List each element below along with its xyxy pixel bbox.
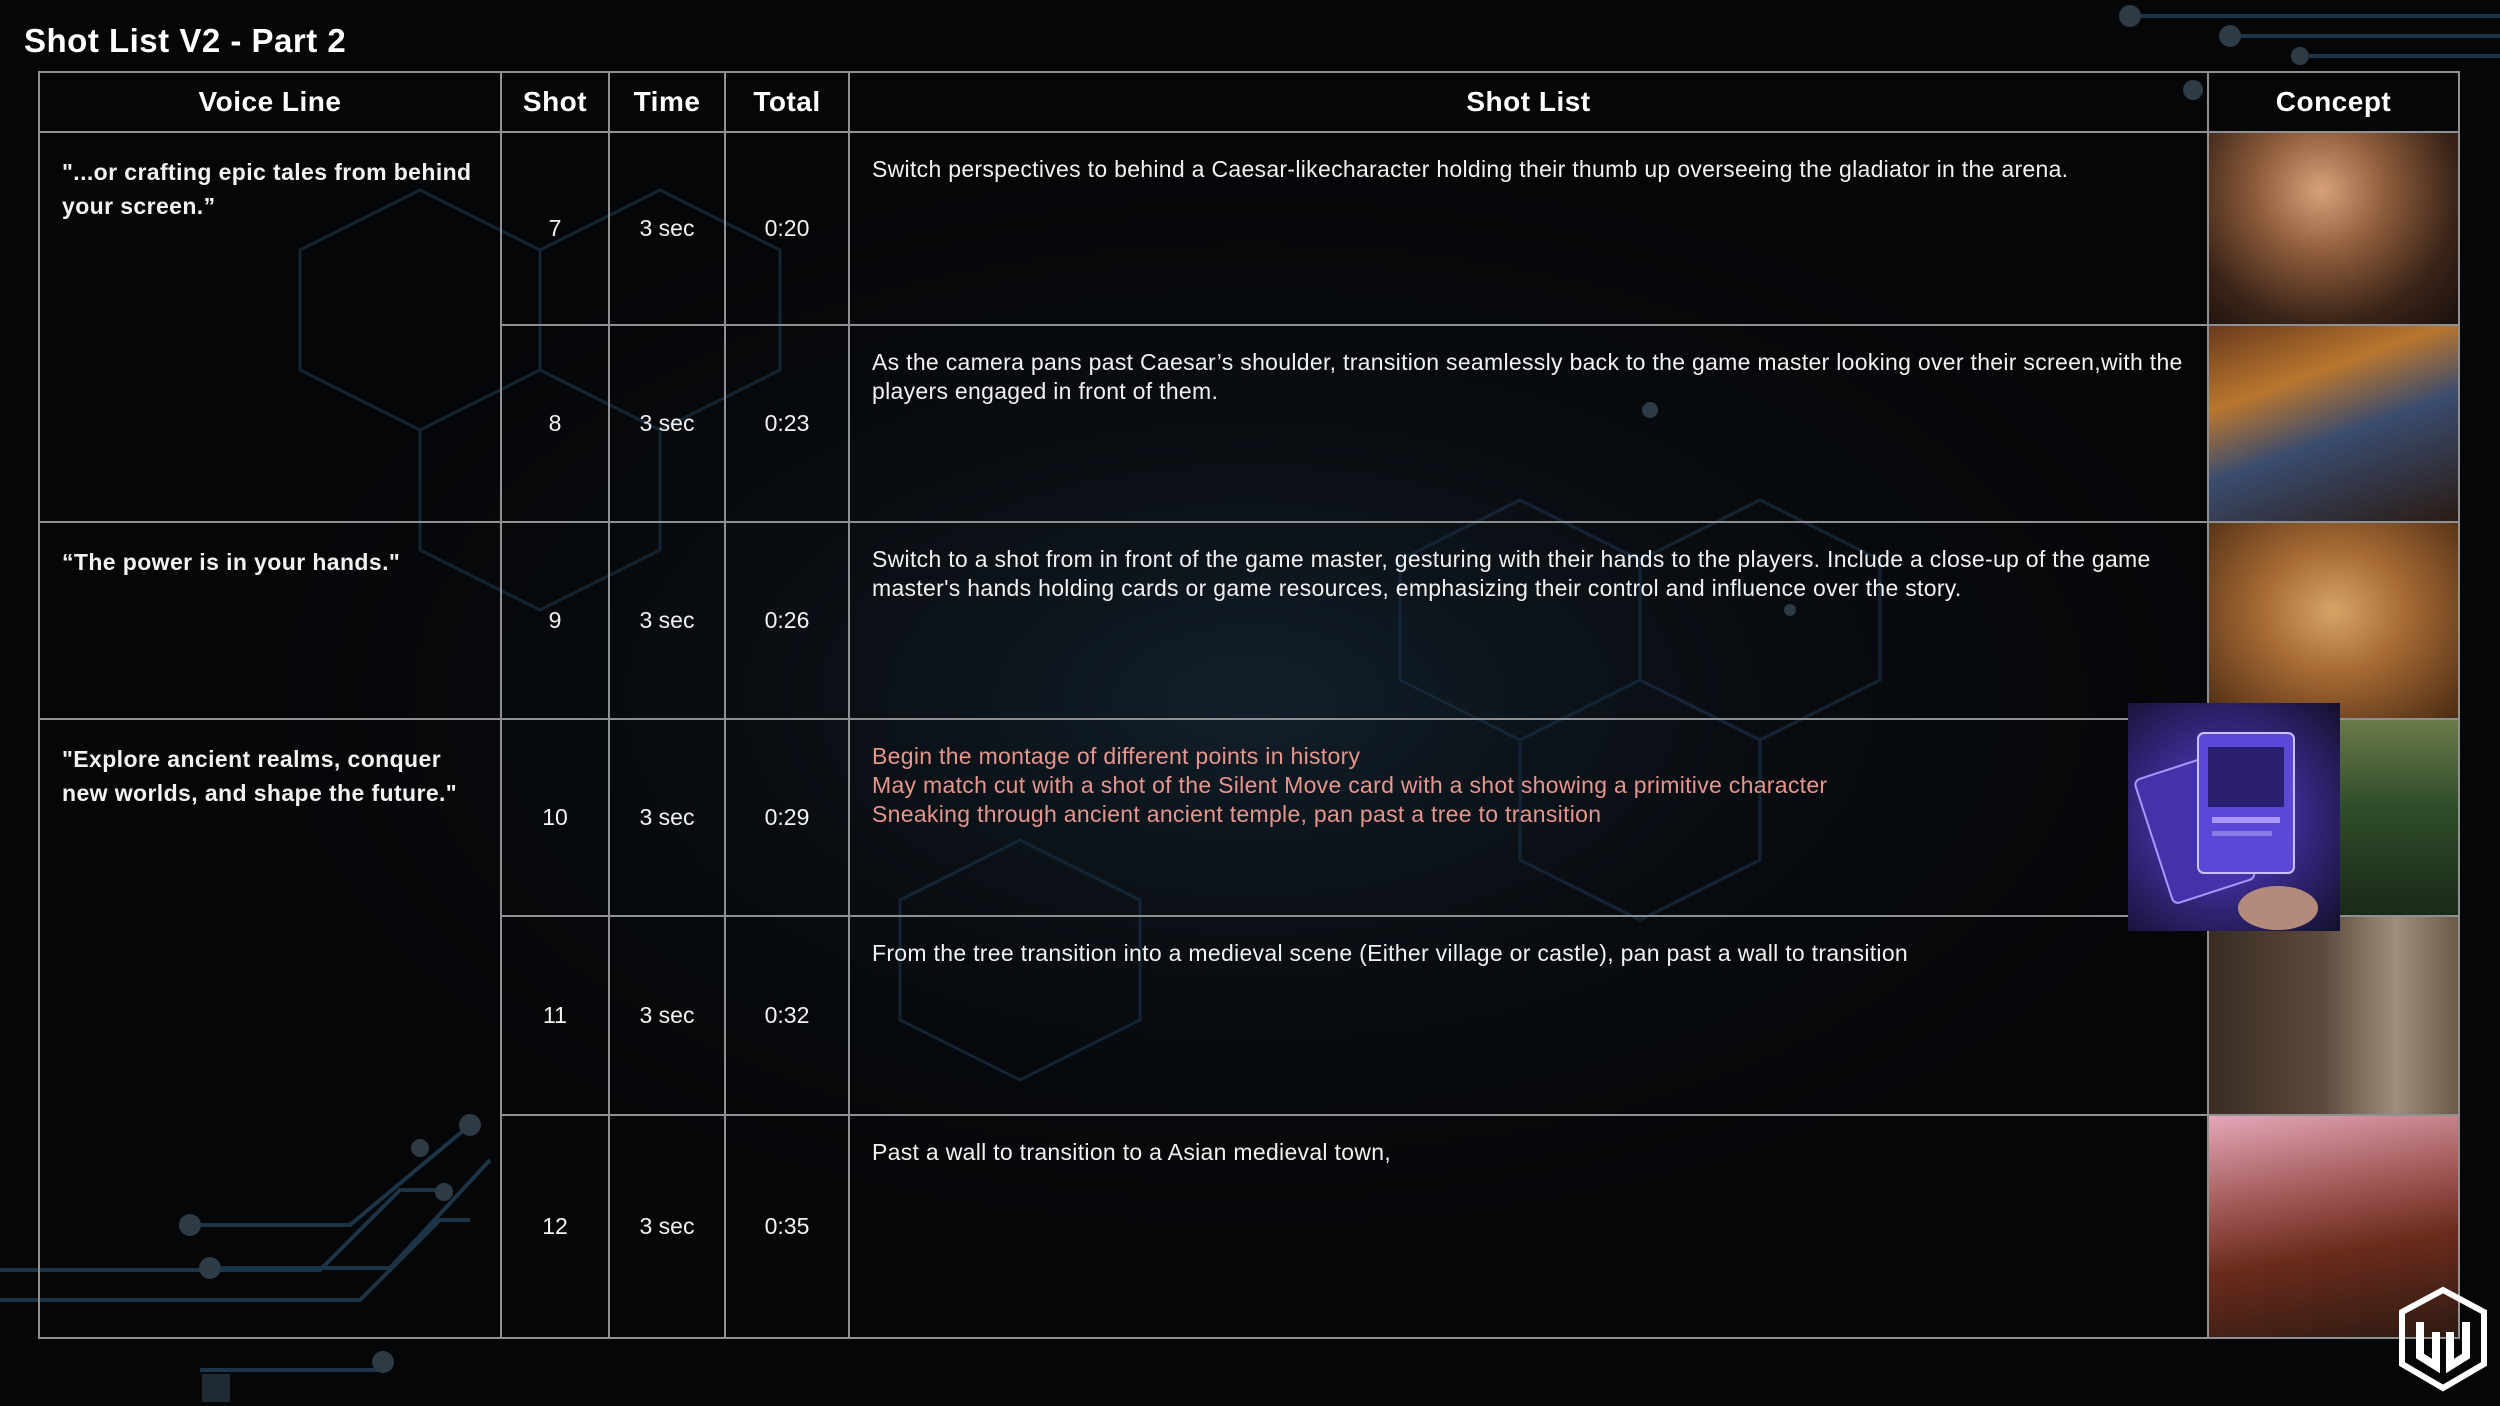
brand-shield-logo-icon [2396,1286,2490,1392]
concept-image-hand-cards [2209,523,2458,718]
header-concept: Concept [2208,72,2459,132]
table-row [39,719,2459,916]
shot-total: 0:29 [725,719,849,916]
header-voice-line: Voice Line [39,72,501,132]
description-line: May match cut with a shot of the Silent Move card with a shot showing a primitive character [872,772,1828,799]
voice-line-cell: “The power is in your hands." [39,522,501,719]
shot-total: 0:23 [725,325,849,522]
shot-time: 3 sec [609,916,725,1115]
header-time: Time [609,72,725,132]
description-line: Begin the montage of different points in history [872,743,1361,770]
shot-total: 0:35 [725,1115,849,1338]
shot-time: 3 sec [609,522,725,719]
concept-cell [2208,132,2459,325]
page-title: Shot List V2 - Part 2 [24,22,347,59]
shot-time: 3 sec [609,132,725,325]
shot-number: 11 [501,916,609,1115]
shot-time: 3 sec [609,719,725,916]
shot-description [849,719,2208,916]
shot-number: 9 [501,522,609,719]
shot-number: 7 [501,132,609,325]
header-shot-list: Shot List [849,72,2208,132]
description-line: Sneaking through ancient ancient temple, pan past a tree to transition [872,801,1602,828]
shot-description: Past a wall to transition to a Asian medieval town, [849,1115,2208,1338]
table-row [39,132,2459,325]
shot-description: Switch to a shot from in front of the game master, gesturing with their hands to the players. Include a close-up of the game master's hands holding cards or game resources, emphasizing their control and influence over the story. [849,522,2208,719]
shot-total: 0:26 [725,522,849,719]
concept-cell [2208,325,2459,522]
shot-description: As the camera pans past Caesar’s shoulder, transition seamlessly back to the game master looking over their screen,with the players engaged in front of them. [849,325,2208,522]
concept-cell [2208,522,2459,719]
silent-move-card-image [2128,703,2340,931]
concept-cell [2208,916,2459,1115]
concept-image-colosseum [2209,133,2458,324]
table-row [39,522,2459,719]
concept-image-medieval-village [2209,917,2458,1114]
shot-description: Switch perspectives to behind a Caesar-likecharacter holding their thumb up overseeing the gladiator in the arena. [849,132,2208,325]
header-total: Total [725,72,849,132]
shot-time: 3 sec [609,325,725,522]
shot-total: 0:20 [725,132,849,325]
shot-total: 0:32 [725,916,849,1115]
voice-line-cell: "...or crafting epic tales from behind your screen.” [39,132,501,522]
shot-number: 12 [501,1115,609,1338]
shot-number: 8 [501,325,609,522]
shot-number: 10 [501,719,609,916]
shot-description: From the tree transition into a medieval scene (Either village or castle), pan past a wall to transition [849,916,2208,1115]
header-shot: Shot [501,72,609,132]
table-header-row [39,72,2459,132]
shot-list-table [38,71,2458,1339]
voice-line-cell: "Explore ancient realms, conquer new worlds, and shape the future." [39,719,501,1338]
concept-image-game-master [2209,326,2458,521]
shot-time: 3 sec [609,1115,725,1338]
